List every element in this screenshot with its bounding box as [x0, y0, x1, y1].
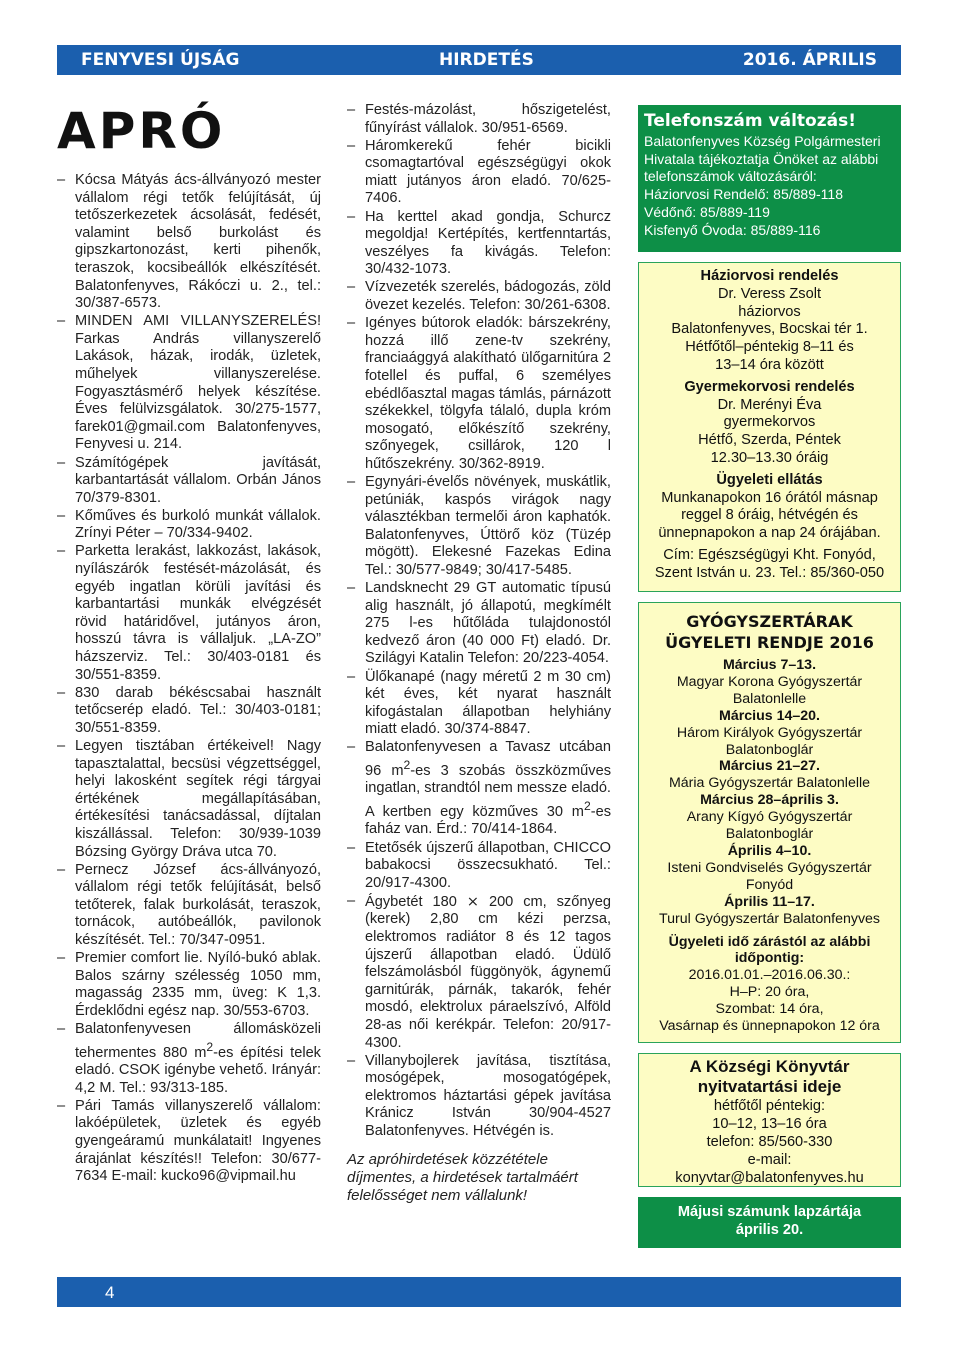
classified-ad: – Ágybetét 180 × 200 cm, szőnyeg (kerek) 2,80 cm kézi perzsa, elektromos radiátor 8 és 12 tagos újszerű állapotban eladó. Üdülő felszámolásból függönyök, ágynemű garnitúrák, párnák, takarók, fehér mosdó, elektrolux páraelszívó, Alföld 28-as női kerékpár. Telefon: 20/917-4300.: [347, 893, 611, 1052]
pharmacy-name: Három Királyok Gyógyszertár Balatonboglár: [676, 724, 863, 758]
gp-line: 13–14 óra között: [715, 356, 824, 373]
classified-ad: – Kőműves és burkoló munkát vállalok. Zrínyi Péter – 70/334-9402.: [57, 508, 321, 543]
pharmacy-name: Mária Gyógyszertár Balatonlelle: [668, 775, 871, 792]
classified-ad: – 830 darab békéscsabai használt tetőcserép eladó. Tel.: 30/403-0181; 30/551-8359.: [57, 685, 321, 738]
ads-column-2: [347, 102, 611, 1205]
pharmacy-title: GYÓGYSZERTÁRAK: [686, 612, 853, 631]
pharmacy-date: Március 14–20.: [719, 707, 820, 724]
pharmacy-date: Április 4–10.: [727, 842, 812, 859]
pharmacy-name: Arany Kígyó Gyógyszertár Balatonboglár: [686, 809, 853, 843]
library-email: konyvtar@balatonfenyves.hu: [675, 1170, 864, 1186]
classified-ad: – Ha kerttel akad gondja, Schurcz megoldja! Kertépítés, kertfenntartás, veszélyes fa kivágás. Telefon: 30/432-1073.: [347, 209, 611, 279]
page-footer: [57, 1277, 901, 1307]
pharmacy-name: Turul Gyógyszertár Balatonfenyves: [658, 910, 881, 927]
page-header: [57, 45, 901, 75]
classified-ad: – Etetősék újszerű állapotban, CHICCO babakocsi összecsukható. Tel.: 20/917-4300.: [347, 840, 611, 893]
classified-ad: – Igényes bútorok eladók: bárszekrény, hozzá illő zene-tv szekrény, franciaággyá alakítható ülőgarnitúra 2 fotellel és puffal, 6 személyes ebédlőasztal magas támlás, párnázott székekkel, tölgyfa tálaló, dupla króm mosogató, előkészítő szekrény, szőnyegek, csillárok, 120 l hűtőszekrény. 30/362-8919.: [347, 315, 611, 473]
pediatric-line: Hétfő, Szerda, Péntek: [698, 432, 841, 449]
page-title: APRÓ: [57, 102, 226, 160]
pharmacy-name: Magyar Korona Gyógyszertár Balatonlelle: [676, 673, 863, 707]
pediatric-line: gyermekorvos: [723, 414, 816, 431]
gp-title: Háziorvosi rendelés: [700, 268, 839, 284]
on-call-address: Cím: Egészségügyi Kht. Fonyód, Szent István u. 23. Tel.: 85/360-050: [654, 546, 885, 581]
page-number: 4: [105, 1283, 115, 1302]
classified-ad: – MINDEN AMI VILLANYSZERELÉS! Farkas András villanyszerelő Lakások, házak, irodák, üzletek, műhelyek villanyszerelése. Fogyasztásmérő helyek készítése. Éves felülvizsgálatok. 30/275-1577, farek01@gmail.com Balatonfenyves, Fenyvesi u. 214.: [57, 313, 321, 454]
classified-ad: – Pári Tamás villanyszerelő vállalom: lakóépületek, üzletek és egyéb gyengeáramú munkálatait! Ingyenes árajánlat készítés!! Telefon: 30/677-7634 E-mail: kucko96@vipmail.hu: [57, 1098, 321, 1186]
deadline-date: április 20.: [735, 1222, 804, 1238]
phone-change-intro: Balatonfenyves Község Polgármesteri Hivatala tájékoztatja Önöket az alábbi telefonszámok változásáról:: [644, 133, 881, 185]
header-publication: FENYVESI ÚJSÁG: [81, 50, 240, 70]
classified-ad: – Villanybojlerek javítása, tisztítása, mosógépek, mosogatógépek, elektromos háztartási gépek javítása Kránicz István 30/904-4527 Balatonfenyves. Hétvégén is.: [347, 1053, 611, 1141]
classified-ad: – Ülőkanapé (nagy méretű 2 m 30 cm) két éves, két nyarat használt kifogástalan állapotban helyhiány miatt eladó. 30/374-8847.: [347, 669, 611, 739]
classified-ad: – Háromkerekű fehér bicikli csomagtartóval egészségügyi okok miatt jutányos áron eladó. 70/625-7406.: [347, 138, 611, 208]
on-call-text: Munkanapokon 16 órától másnap reggel 8 óráig, hétvégén és ünnepnapokon a nap 24 órájában.: [658, 489, 881, 542]
classified-ad: – Egynyári-évelős növények, muskátlik, petúniák, kaspós virágok nagy választékban termelői áron kaphatók. Balatonfenyves, Úttörő köz (Tüzép mögött). Elekesné Fazekas Edina Tel.: 30/577-9849; 30/417-5485.: [347, 474, 611, 580]
gp-line: Hétfőtől–péntekig 8–11 és: [685, 339, 854, 356]
pharmacy-name: Isteni Gondviselés Gyógyszertár Fonyód: [667, 859, 872, 893]
deadline-line: Májusi számunk lapzártája: [677, 1204, 862, 1220]
classified-ad: – Pernecz József ács-állványozó, vállalom régi tetők felújítását, belső tetőterek, falak burkolását, teraszok, tornácok, autóbeállók, pavilonok készítését. Tel.: 70/347-0951.: [57, 862, 321, 950]
library-line: 10–12, 13–16 óra: [712, 1116, 827, 1132]
deadline-box: [638, 1197, 901, 1248]
pharmacy-duty-box: [638, 602, 901, 1043]
phone-line: Háziorvosi Rendelő: 85/889-118: [644, 186, 843, 203]
gp-line: Dr. Veress Zsolt: [718, 285, 821, 302]
classified-ad: – Parketta lerakást, lakkozást, lakások, nyílászárók festését-mázolását, és egyéb ingatlan körüli javítási és karbantartási munkák elvégzését rövid határidővel, jutányos áron, hosszú távra is vállaljuk. „LA-ZO” házszerviz. Tel.: 30/403-0181 és 30/551-8359.: [57, 543, 321, 684]
phone-change-box: [638, 105, 901, 252]
gp-line: Balatonfenyves, Bocskai tér 1.: [671, 321, 868, 338]
header-date: 2016. ÁPRILIS: [742, 50, 877, 70]
classified-ad: – Premier comfort lie. Nyíló-bukó ablak. Balos szárny szélesség 1050 mm, magasság 2335 mm, üveg: K 1,3. Érdeklődni egész nap. 30/553-6703.: [57, 950, 321, 1020]
library-line: e-mail:: [747, 1152, 792, 1168]
classified-ad: – Legyen tisztában értékeivel! Nagy tapasztalattal, becsüsi végzettséggel, helyi lakosként segítek régi tárgyai értékének megállapításában, értékesítési tanácsadással, díjtalan kiszállással. Telefon: 30/939-1039 Bózsing György Dráva utca 70.: [57, 738, 321, 861]
closing-line: Vasárnap és ünnepnapokon 12 óra: [659, 1018, 880, 1035]
gp-line: háziorvos: [738, 303, 801, 320]
classified-ad: – Landsknecht 29 GT automatic típusú alig használt, jó állapotú, megkímélt 275 l-es hűtőláda tulajdonostól kedvező áron (40 000 Ft) eladó. Dr. Szilágyi Katalin Telefon: 20/223-4054.: [347, 580, 611, 668]
classified-ad: – Balatonfenyvesen a Tavasz utcában 96 $m^2-es$ 3 szobás összközműves ingatlan, strandtól nem messze eladó. A kertben egy közműves 30 $m^2-es$ faház van. Érd.: 70/414-1864.: [347, 739, 611, 839]
closing-line: 2016.01.01.–2016.06.30.:: [688, 967, 851, 984]
closing-line: H–P: 20 óra,: [729, 984, 810, 1001]
classified-ad: – Festés-mázolást, hőszigetelést, fűnyírást vállalok. 30/951-6569.: [347, 102, 611, 137]
classified-ad: – Kócsa Mátyás ács-állványozó mester vállalom régi tetők felújítását, új tetőszerkezetek ácsolását, fedését, valamint belső burkolást és gipszkartonozást, kerti pihenők, teraszok, kocsibeállók elkészítését. Balatonfenyves, Rákóczi u. 2., tel.: 30/387-6573.: [57, 172, 321, 313]
classified-ad: – Számítógépek javítását, karbantartását vállalom. Orbán János 70/379-8301.: [57, 455, 321, 508]
pharmacy-date: Április 11–17.: [724, 893, 815, 910]
library-title: A Községi Könyvtár nyitvatartási ideje: [689, 1057, 850, 1096]
classified-ad: – Vízvezeték szerelés, bádogozás, zöld övezet kezelés. Telefon: 30/261-6308.: [347, 279, 611, 314]
library-line: hétfőtől péntekig:: [713, 1098, 826, 1114]
pharmacy-date: Március 28–április 3.: [700, 792, 839, 809]
disclaimer: Az apróhirdetések közzététele díjmentes, a hirdetések tartalmáért felelősséget nem vállalunk!: [347, 1150, 578, 1204]
phone-line: Kisfenyő Óvoda: 85/889-116: [644, 221, 821, 238]
pediatric-title: Gyermekorvosi rendelés: [684, 378, 855, 395]
doctor-hours-box: [638, 262, 901, 592]
library-line: telefon: 85/560-330: [706, 1134, 833, 1150]
closing-line: Szombat: 14 óra,: [715, 1001, 824, 1018]
classified-ad: – Balatonfenyvesen állomásközeli tehermentes 880 $m^2-es$ építési telek eladó. CSOK igénybe vehető. Irányár: 4,2 M. Tel.: 93/313-185.: [57, 1021, 321, 1097]
pharmacy-date: Március 21–27.: [719, 758, 820, 775]
phone-change-title: Telefonszám változás!: [644, 111, 856, 131]
pediatric-line: 12.30–13.30 óráig: [710, 449, 829, 466]
pediatric-line: Dr. Merényi Éva: [717, 396, 822, 413]
closing-title: Ügyeleti idő zárástól az alábbi időpontig:: [668, 933, 871, 967]
phone-line: Védőnő: 85/889-119: [644, 203, 770, 220]
pharmacy-subtitle: ÜGYELETI RENDJE 2016: [665, 633, 874, 652]
library-hours-box: [638, 1053, 901, 1187]
ads-column-1: [57, 172, 321, 1186]
header-section: HIRDETÉS: [439, 50, 534, 70]
on-call-title: Ügyeleti ellátás: [716, 471, 823, 488]
pharmacy-date: Március 7–13.: [722, 657, 817, 673]
